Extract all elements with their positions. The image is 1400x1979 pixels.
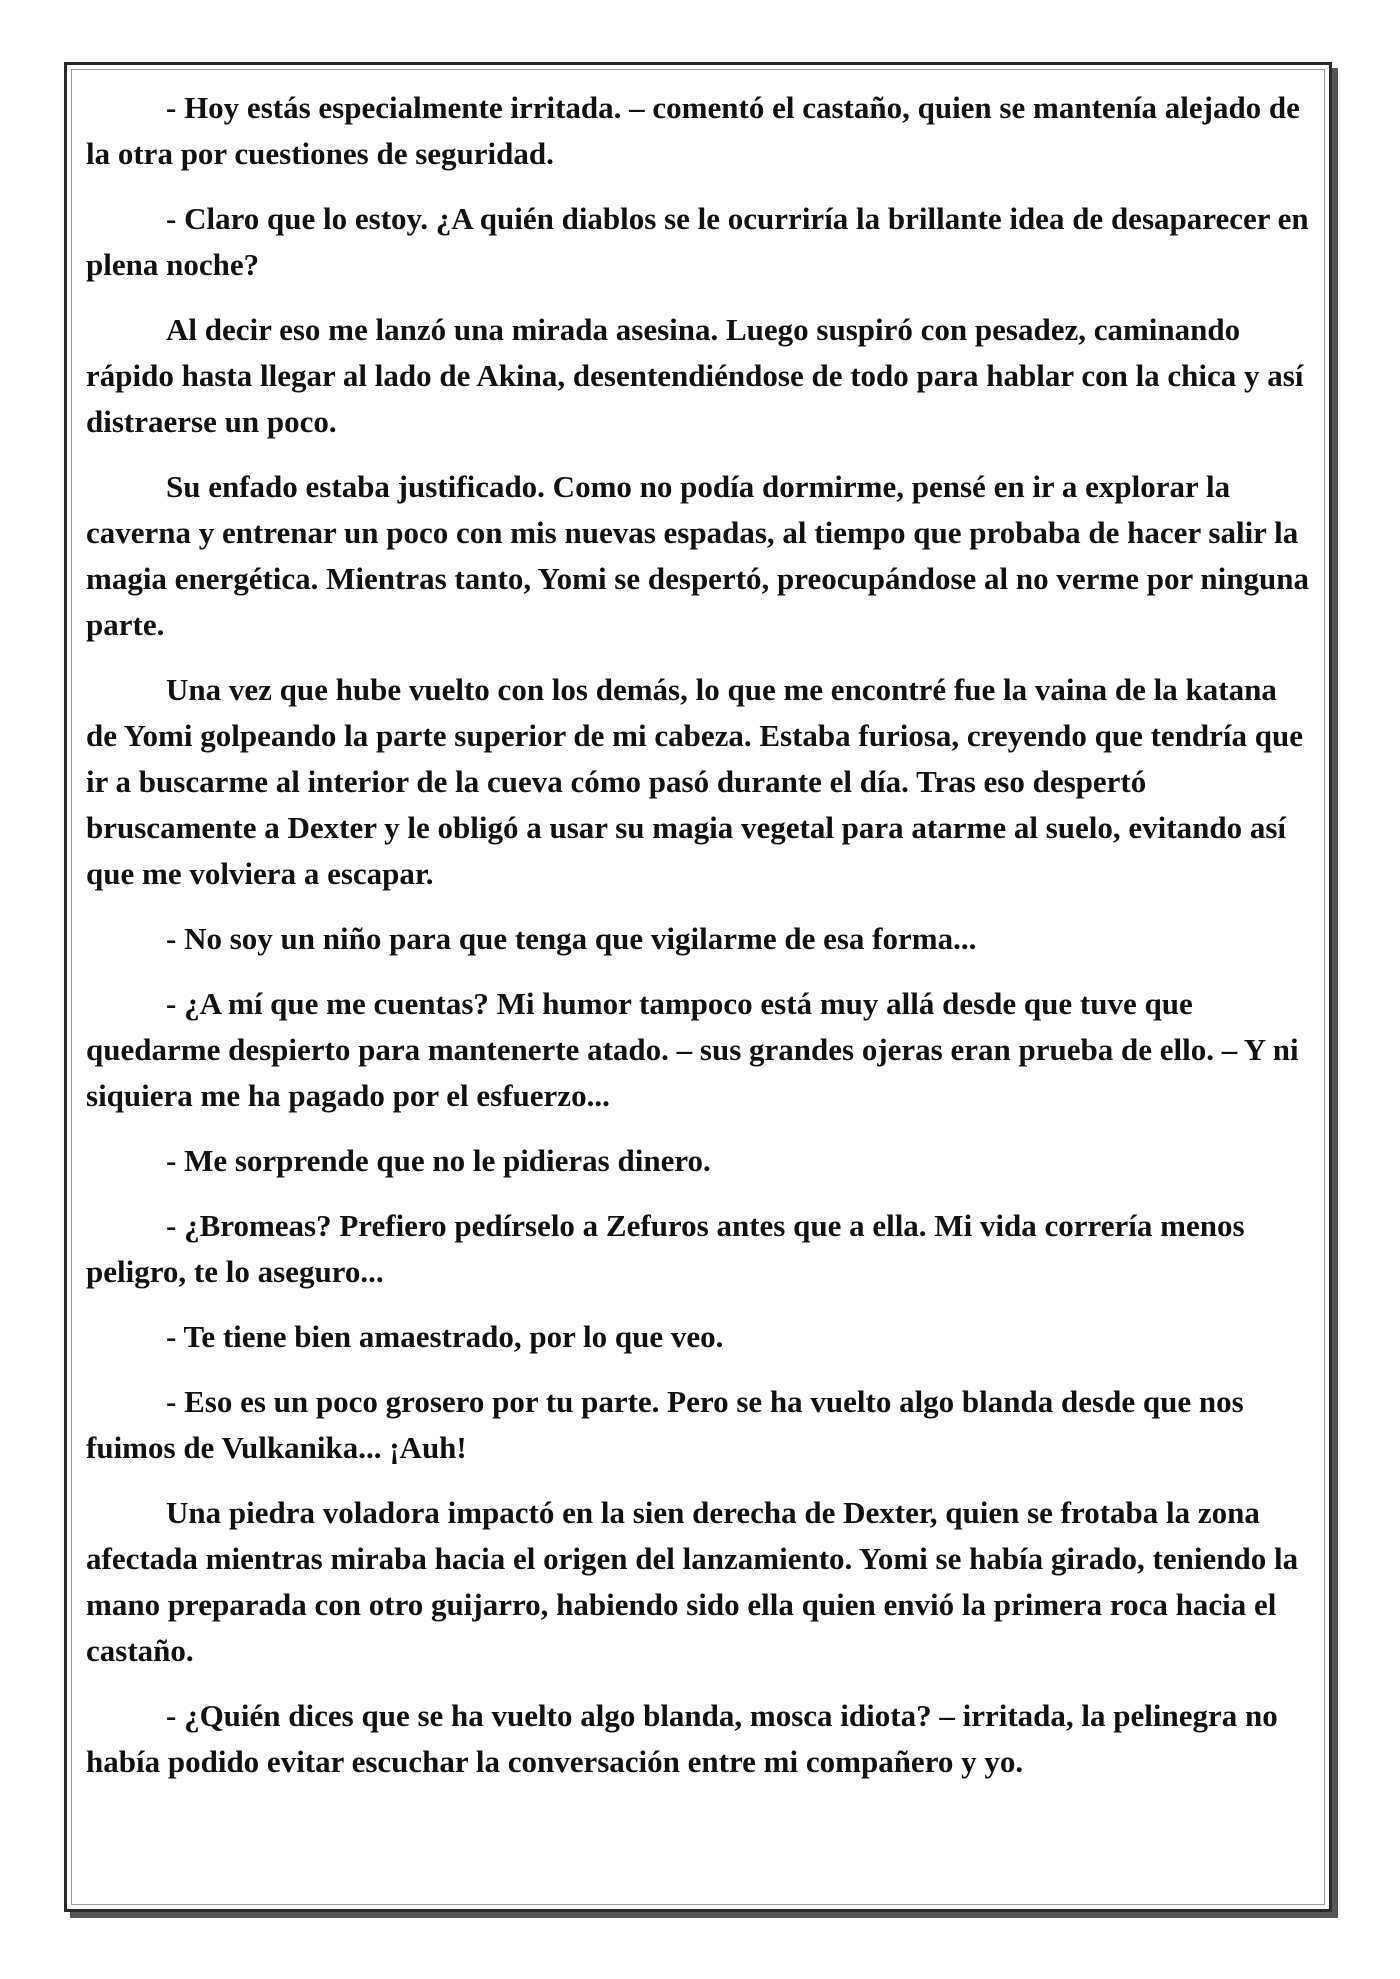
page-frame	[64, 62, 1332, 1912]
paragraph: - Me sorprende que no le pidieras dinero.	[166, 1143, 711, 1178]
paragraph: - No soy un niño para que tenga que vigilarme de esa forma...	[166, 921, 977, 956]
paragraph: - ¿Bromeas? Prefiero pedírselo a Zefuros antes que a ella. Mi vida correría menos peligro, te lo aseguro...	[86, 1208, 1245, 1289]
paragraph: - Te tiene bien amaestrado, por lo que veo.	[166, 1319, 724, 1354]
paragraph: Su enfado estaba justificado. Como no podía dormirme, pensé en ir a explorar la caverna y entrenar un poco con mis nuevas espadas, al tiempo que probaba de hacer salir la magia energética. Mientras tanto, Yomi se despertó, preocupándose al no verme por ninguna parte.	[86, 469, 1309, 642]
paragraph: - Hoy estás especialmente irritada. – comentó el castaño, quien se mantenía alejado de la otra por cuestiones de seguridad.	[86, 90, 1300, 171]
paragraph: - ¿A mí que me cuentas? Mi humor tampoco está muy allá desde que tuve que quedarme despierto para mantenerte atado. – sus grandes ojeras eran prueba de ello. – Y ni siquiera me ha pagado por el esfuerzo...	[86, 986, 1299, 1113]
paragraph: - ¿Quién dices que se ha vuelto algo blanda, mosca idiota? – irritada, la pelinegra no había podido evitar escuchar la conversación entre mi compañero y yo.	[86, 1698, 1278, 1779]
text-body	[86, 85, 1311, 1804]
paragraph: Una piedra voladora impactó en la sien derecha de Dexter, quien se frotaba la zona afectada mientras miraba hacia el origen del lanzamiento. Yomi se había girado, teniendo la mano preparada con otro guijarro, habiendo sido ella quien envió la primera roca hacia el castaño.	[86, 1495, 1299, 1668]
paragraph: - Claro que lo estoy. ¿A quién diablos se le ocurriría la brillante idea de desaparecer en plena noche?	[86, 201, 1309, 282]
paragraph: - Eso es un poco grosero por tu parte. Pero se ha vuelto algo blanda desde que nos fuimos de Vulkanika... ¡Auh!	[86, 1384, 1244, 1465]
paragraph: Una vez que hube vuelto con los demás, lo que me encontré fue la vaina de la katana de Yomi golpeando la parte superior de mi cabeza. Estaba furiosa, creyendo que tendría que ir a buscarme al interior de la cueva cómo pasó durante el día. Tras eso despertó bruscamente a Dexter y le obligó a usar su magia vegetal para atarme al suelo, evitando así que me volviera a escapar.	[86, 672, 1304, 891]
paragraph: Al decir eso me lanzó una mirada asesina. Luego suspiró con pesadez, caminando rápido hasta llegar al lado de Akina, desentendiéndose de todo para hablar con la chica y así distraerse un poco.	[86, 312, 1304, 439]
